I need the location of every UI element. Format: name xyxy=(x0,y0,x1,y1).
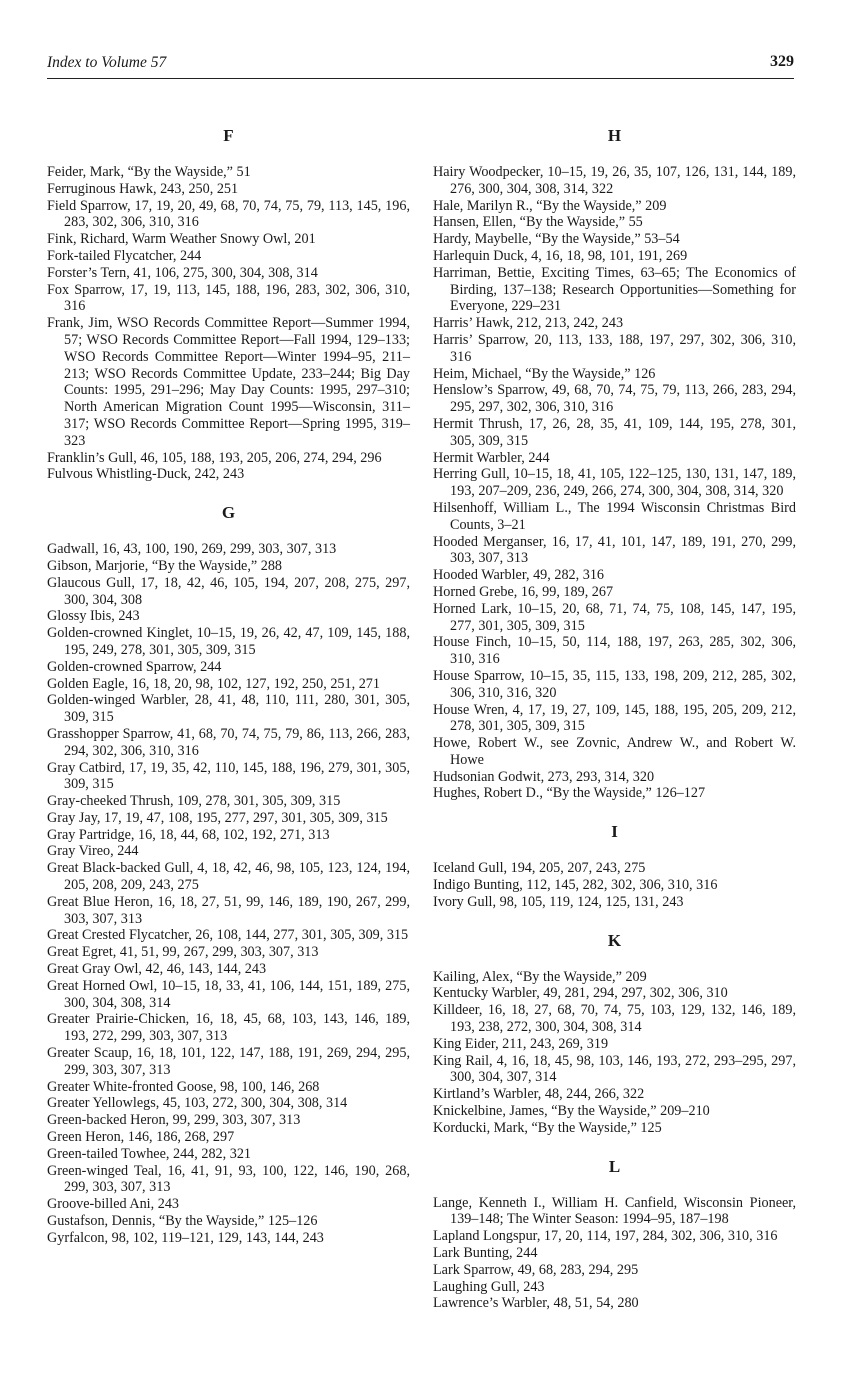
index-entry: Kirtland’s Warbler, 48, 244, 266, 322 xyxy=(433,1086,645,1103)
index-entry: Horned Lark, 10–15, 20, 68, 71, 74, 75, 108, 145, 147, 195, 277, 301, 305, 309, 315 xyxy=(433,600,796,634)
section-letter: G xyxy=(221,503,236,523)
index-entry: Hansen, Ellen, “By the Wayside,” 55 xyxy=(433,214,643,231)
index-entry: Greater Prairie-Chicken, 16, 18, 45, 68, 103, 143, 146, 189, 193, 272, 299, 303, 307, 313 xyxy=(47,1011,410,1045)
index-entry: Green Heron, 146, 186, 268, 297 xyxy=(47,1129,235,1146)
section-letter: I xyxy=(611,822,618,842)
index-entry: Hudsonian Godwit, 273, 293, 314, 320 xyxy=(433,768,655,785)
index-entry: Greater White-fronted Goose, 98, 100, 146, 268 xyxy=(47,1078,320,1095)
index-entry: Gyrfalcon, 98, 102, 119–121, 129, 143, 144, 243 xyxy=(47,1229,324,1246)
index-entry: Green-tailed Towhee, 244, 282, 321 xyxy=(47,1145,252,1162)
index-entry: Golden-crowned Sparrow, 244 xyxy=(47,658,222,675)
index-entry: Hairy Woodpecker, 10–15, 19, 26, 35, 107, 126, 131, 144, 189, 276, 300, 304, 308, 314, 322 xyxy=(433,164,796,197)
index-column-left xyxy=(47,128,410,1247)
index-entry: Killdeer, 16, 18, 27, 68, 70, 74, 75, 103, 129, 132, 146, 189, 193, 238, 272, 300, 304, 308, 314 xyxy=(433,1002,796,1036)
index-entry: Ivory Gull, 98, 105, 119, 124, 125, 131, 243 xyxy=(433,893,684,910)
index-entry: Harriman, Bettie, Exciting Times, 63–65; The Economics of Birding, 137–138; Research Opportunities—Something for Everyone, 229–231 xyxy=(433,264,796,315)
index-entry: Gray Jay, 17, 19, 47, 108, 195, 277, 297, 301, 305, 309, 315 xyxy=(47,809,388,826)
index-entry: Green-winged Teal, 16, 41, 91, 93, 100, 122, 146, 190, 268, 299, 303, 307, 313 xyxy=(47,1162,410,1196)
section-letter: L xyxy=(608,1156,621,1176)
index-entry: Field Sparrow, 17, 19, 20, 49, 68, 70, 74, 75, 79, 113, 145, 196, 283, 302, 306, 310, 316 xyxy=(47,197,410,231)
index-entry: King Eider, 211, 243, 269, 319 xyxy=(433,1035,609,1052)
index-entry: Feider, Mark, “By the Wayside,” 51 xyxy=(47,164,251,180)
section-letter: H xyxy=(607,126,622,145)
running-title: Index to Volume 57 xyxy=(47,54,167,71)
index-entry: Glossy Ibis, 243 xyxy=(47,608,140,625)
index-entry: Hardy, Maybelle, “By the Wayside,” 53–54 xyxy=(433,231,680,248)
index-entry: Hermit Thrush, 17, 26, 28, 35, 41, 109, 144, 195, 278, 301, 305, 309, 315 xyxy=(433,415,796,449)
index-entry: Gray Catbird, 17, 19, 35, 42, 110, 145, 188, 196, 279, 301, 305, 309, 315 xyxy=(47,759,410,793)
index-column-right xyxy=(433,128,796,1312)
index-entry: Lapland Longspur, 17, 20, 114, 197, 284, 302, 306, 310, 316 xyxy=(433,1228,778,1245)
index-entry: Great Crested Flycatcher, 26, 108, 144, 277, 301, 305, 309, 315 xyxy=(47,927,409,944)
index-entry: Great Horned Owl, 10–15, 18, 33, 41, 106, 144, 151, 189, 275, 300, 304, 308, 314 xyxy=(47,977,410,1011)
index-entry: King Rail, 4, 16, 18, 45, 98, 103, 146, 193, 272, 293–295, 297, 300, 304, 307, 314 xyxy=(433,1052,796,1086)
index-entry: Frank, Jim, WSO Records Committee Report—Summer 1994, 57; WSO Records Committee Report—Fall 1994, 129–133; WSO Records Committee Report—Winter 1994–95, 211–213; WSO Records Committee Update, 233–244; Big Day Counts: 1995, 291–296; May Day Counts: 1995, 297–310; North American Migration Count 1995—Wisconsin, 311–317; WSO Records Committee Report—Spring 1995, 319–323 xyxy=(47,315,410,449)
index-entry: Indigo Bunting, 112, 145, 282, 302, 306, 310, 316 xyxy=(433,877,718,894)
index-entry: Forster’s Tern, 41, 106, 275, 300, 304, 308, 314 xyxy=(47,264,318,281)
index-entry: Fork-tailed Flycatcher, 244 xyxy=(47,247,202,264)
index-entry: Kailing, Alex, “By the Wayside,” 209 xyxy=(433,968,647,985)
index-entry: Knickelbine, James, “By the Wayside,” 209–210 xyxy=(433,1103,710,1120)
index-entry: Kentucky Warbler, 49, 281, 294, 297, 302, 306, 310 xyxy=(433,985,728,1002)
index-entry: Hilsenhoff, William L., The 1994 Wisconsin Christmas Bird Counts, 3–21 xyxy=(433,499,796,533)
index-section xyxy=(433,824,796,910)
index-entry: Hermit Warbler, 244 xyxy=(433,449,550,466)
index-entry: Golden-crowned Kinglet, 10–15, 19, 26, 42, 47, 109, 145, 188, 195, 249, 278, 301, 305, 309, 315 xyxy=(47,625,410,658)
index-entry: Lawrence’s Warbler, 48, 51, 54, 280 xyxy=(433,1295,639,1312)
index-entry: Gadwall, 16, 43, 100, 190, 269, 299, 303, 307, 313 xyxy=(47,541,337,558)
index-entry: Lark Bunting, 244 xyxy=(433,1245,538,1262)
index-entry: Lark Sparrow, 49, 68, 283, 294, 295 xyxy=(433,1261,639,1278)
index-entry: Ferruginous Hawk, 243, 250, 251 xyxy=(47,180,239,197)
index-entry: Golden Eagle, 16, 18, 20, 98, 102, 127, 192, 250, 251, 271 xyxy=(47,675,380,692)
index-entry: Great Black-backed Gull, 4, 18, 42, 46, 98, 105, 123, 124, 194, 205, 208, 209, 243, 275 xyxy=(47,860,410,894)
index-entry: Iceland Gull, 194, 205, 207, 243, 275 xyxy=(433,860,646,877)
index-entry: Hughes, Robert D., “By the Wayside,” 126–127 xyxy=(433,785,706,802)
index-entry: Golden-winged Warbler, 28, 41, 48, 110, 111, 280, 301, 305, 309, 315 xyxy=(47,692,410,726)
index-entry: Laughing Gull, 243 xyxy=(433,1278,545,1295)
index-entry: Hale, Marilyn R., “By the Wayside,” 209 xyxy=(433,197,667,214)
index-entry: Gustafson, Dennis, “By the Wayside,” 125–126 xyxy=(47,1213,318,1230)
index-entry: Great Blue Heron, 16, 18, 27, 51, 99, 146, 189, 190, 267, 299, 303, 307, 313 xyxy=(47,893,410,927)
index-entry: Lange, Kenneth I., William H. Canfield, Wisconsin Pioneer, 139–148; The Winter Season: 1994–95, 187–198 xyxy=(433,1194,796,1228)
index-entry: Heim, Michael, “By the Wayside,” 126 xyxy=(433,365,656,382)
index-entry: Hooded Warbler, 49, 282, 316 xyxy=(433,567,605,584)
index-entry: Henslow’s Sparrow, 49, 68, 70, 74, 75, 79, 113, 266, 283, 294, 295, 297, 302, 306, 310, 316 xyxy=(433,382,796,416)
index-entry: Grasshopper Sparrow, 41, 68, 70, 74, 75, 79, 86, 113, 266, 283, 294, 302, 306, 310, 316 xyxy=(47,725,410,759)
index-entry: Harlequin Duck, 4, 16, 18, 98, 101, 191, 269 xyxy=(433,247,688,264)
running-header xyxy=(47,50,794,79)
index-entry: Great Egret, 41, 51, 99, 267, 299, 303, 307, 313 xyxy=(47,944,319,961)
index-entry: House Wren, 4, 17, 19, 27, 109, 145, 188, 195, 205, 209, 212, 278, 301, 305, 309, 315 xyxy=(433,701,796,735)
section-letter: F xyxy=(223,126,234,145)
section-letter: K xyxy=(607,930,622,950)
index-entry: Greater Yellowlegs, 45, 103, 272, 300, 304, 308, 314 xyxy=(47,1095,348,1112)
index-entry: Korducki, Mark, “By the Wayside,” 125 xyxy=(433,1119,662,1136)
index-entry: Harris’ Sparrow, 20, 113, 133, 188, 197, 297, 302, 306, 310, 316 xyxy=(433,331,796,365)
index-entry: Fulvous Whistling-Duck, 242, 243 xyxy=(47,466,245,483)
index-entry: Green-backed Heron, 99, 299, 303, 307, 313 xyxy=(47,1112,301,1129)
index-entry: Howe, Robert W., see Zovnic, Andrew W., and Robert W. Howe xyxy=(433,735,796,768)
index-section xyxy=(433,1156,796,1313)
index-entry: Gray Partridge, 16, 18, 44, 68, 102, 192, 271, 313 xyxy=(47,826,330,843)
index-section xyxy=(47,128,410,483)
index-entry: Horned Grebe, 16, 99, 189, 267 xyxy=(433,583,614,600)
index-entry: Fox Sparrow, 17, 19, 113, 145, 188, 196, 283, 302, 306, 310, 316 xyxy=(47,281,410,315)
index-entry: Fink, Richard, Warm Weather Snowy Owl, 201 xyxy=(47,231,316,248)
index-entry: Gray Vireo, 244 xyxy=(47,843,139,860)
index-entry: Harris’ Hawk, 212, 213, 242, 243 xyxy=(433,315,624,332)
index-entry: Hooded Merganser, 16, 17, 41, 101, 147, 189, 191, 270, 299, 303, 307, 313 xyxy=(433,533,796,567)
index-entry: Franklin’s Gull, 46, 105, 188, 193, 205, 206, 274, 294, 296 xyxy=(47,449,382,466)
index-section xyxy=(47,505,410,1246)
index-entry: House Sparrow, 10–15, 35, 115, 133, 198, 209, 212, 285, 302, 306, 310, 316, 320 xyxy=(433,667,796,701)
index-entry: Groove-billed Ani, 243 xyxy=(47,1196,180,1213)
page-number: 329 xyxy=(770,53,794,70)
index-section xyxy=(433,930,796,1137)
index-entry: Great Gray Owl, 42, 46, 143, 144, 243 xyxy=(47,961,267,978)
index-section xyxy=(433,128,796,802)
index-entry: Herring Gull, 10–15, 18, 41, 105, 122–125, 130, 131, 147, 189, 193, 207–209, 236, 249, 266, 274, 300, 304, 308, 314, 320 xyxy=(433,466,796,500)
index-entry: Greater Scaup, 16, 18, 101, 122, 147, 188, 191, 269, 294, 295, 299, 303, 307, 313 xyxy=(47,1045,410,1078)
index-entry: Gray-cheeked Thrush, 109, 278, 301, 305, 309, 315 xyxy=(47,793,341,810)
index-entry: House Finch, 10–15, 50, 114, 188, 197, 263, 285, 302, 306, 310, 316 xyxy=(433,634,796,668)
index-entry: Glaucous Gull, 17, 18, 42, 46, 105, 194, 207, 208, 275, 297, 300, 304, 308 xyxy=(47,574,410,608)
index-entry: Gibson, Marjorie, “By the Wayside,” 288 xyxy=(47,557,283,574)
